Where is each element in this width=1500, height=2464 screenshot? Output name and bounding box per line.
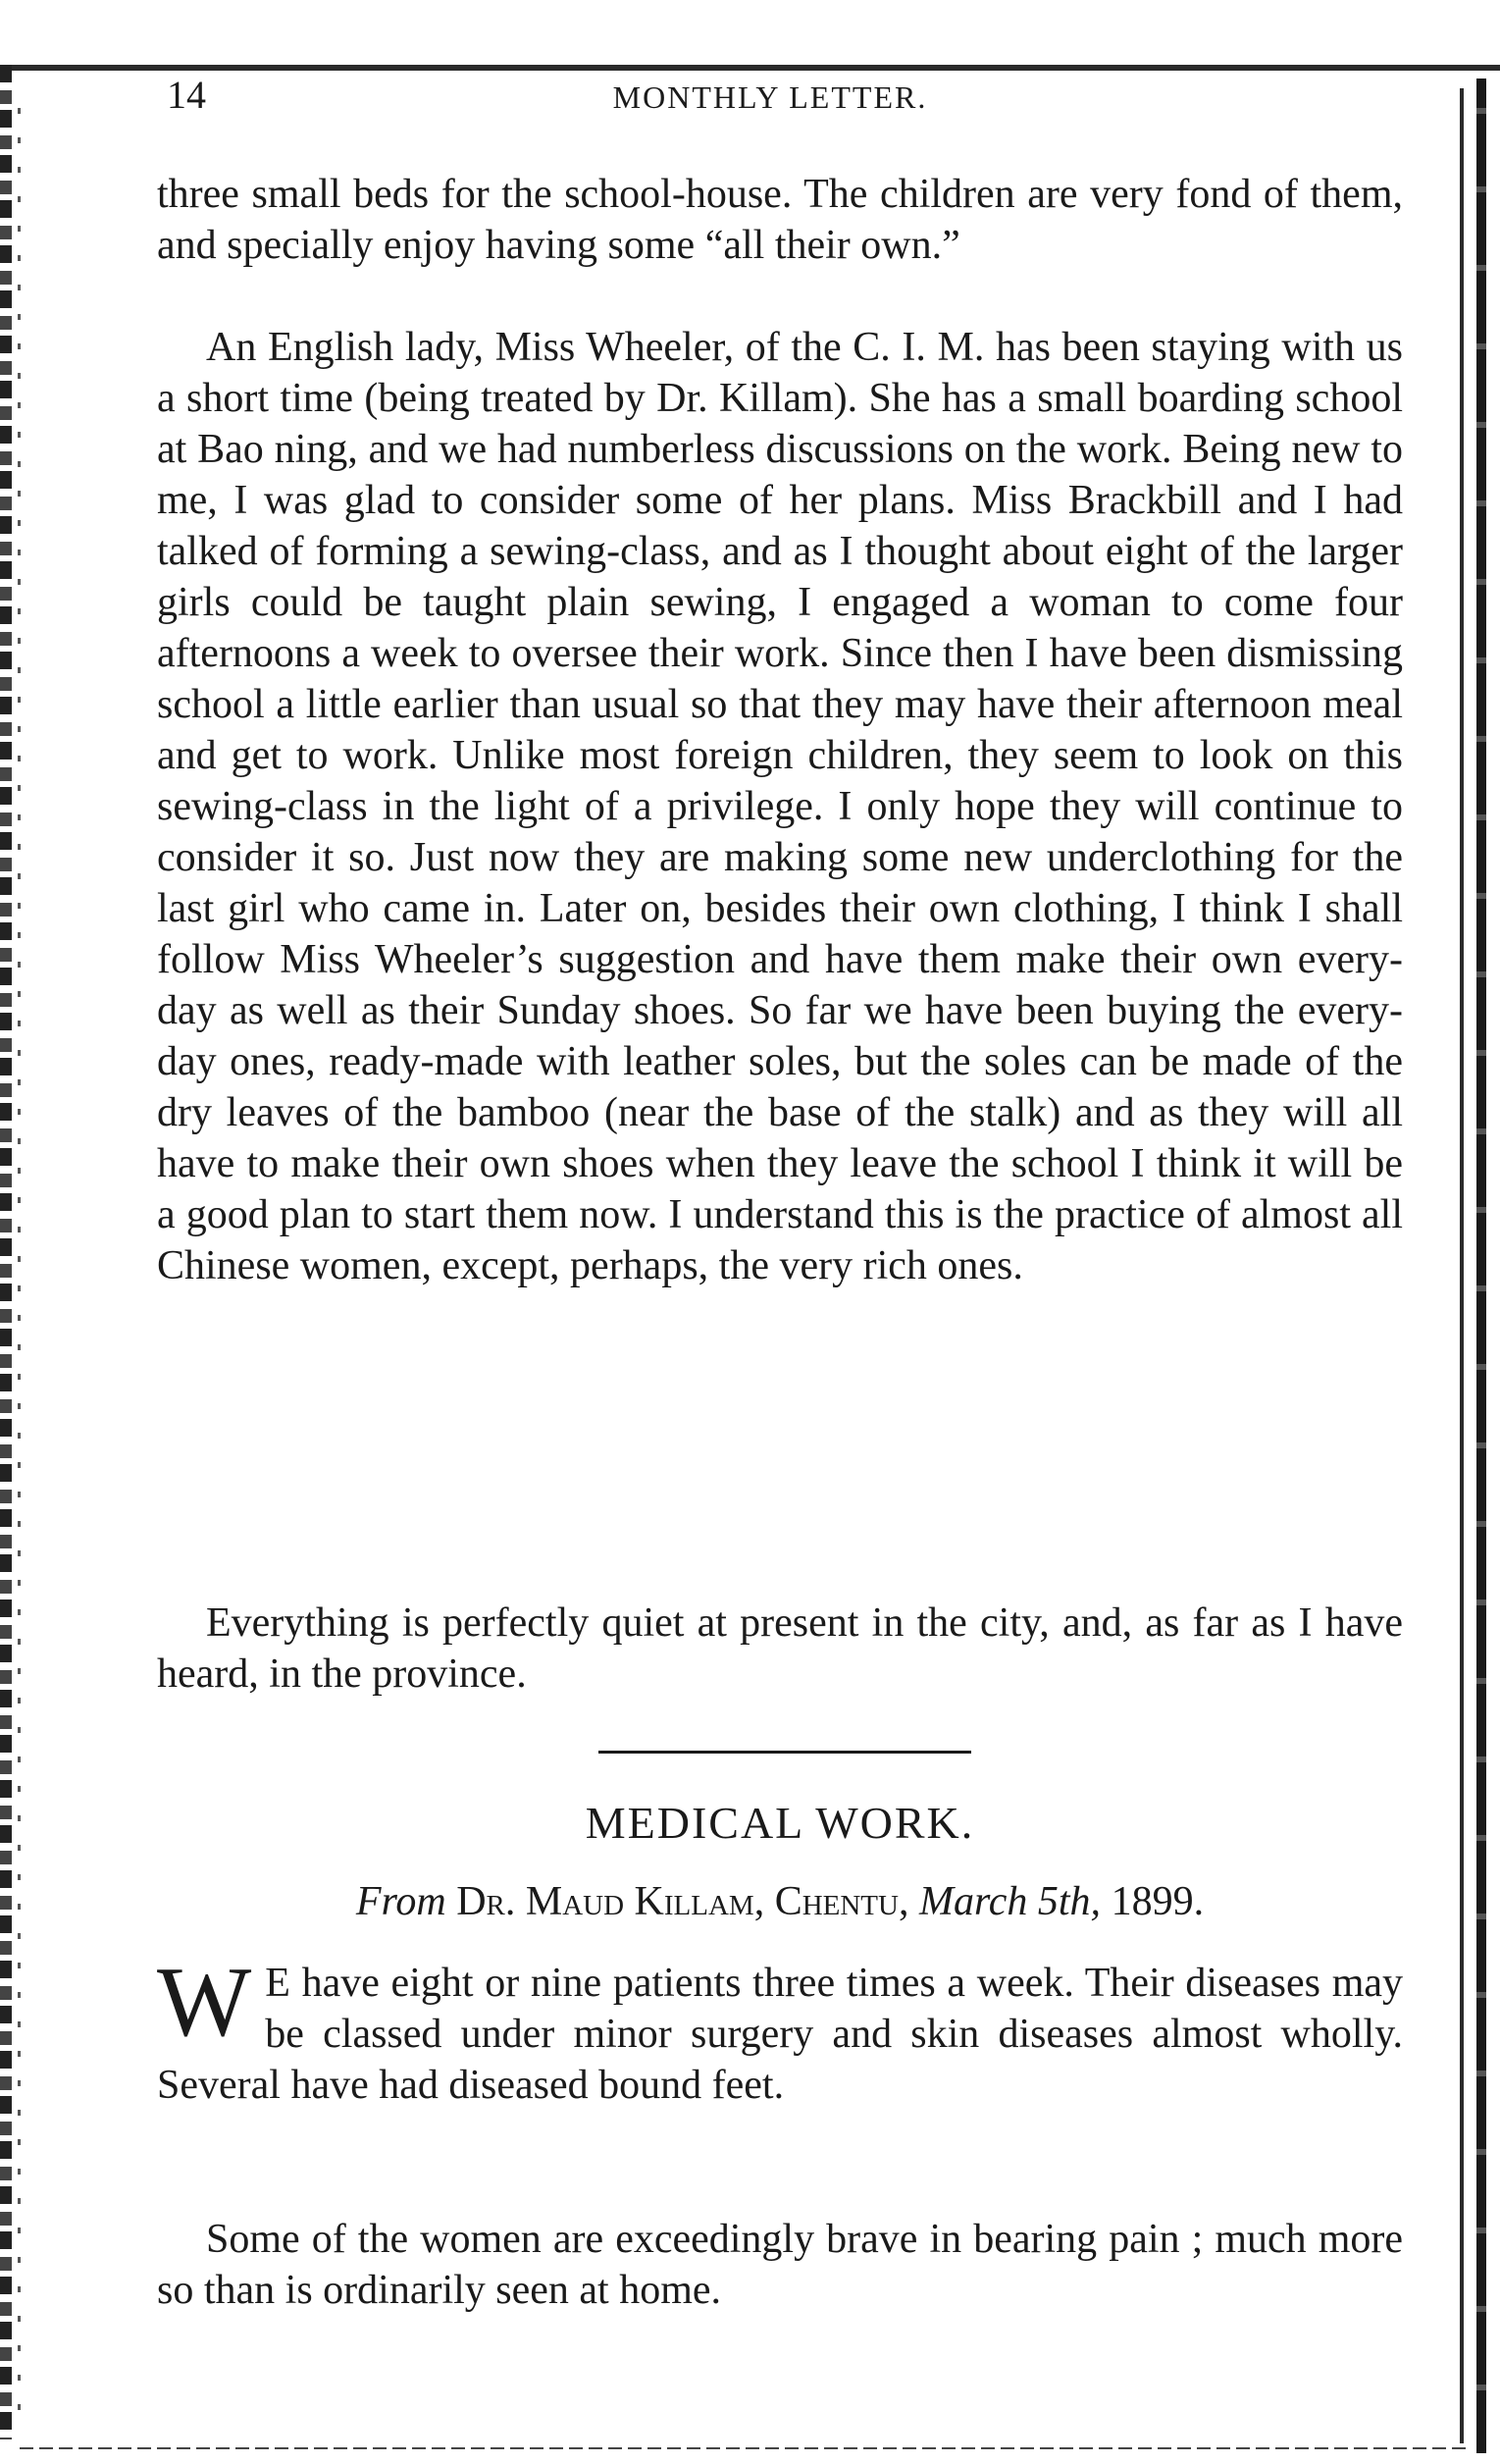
paragraph-school-beds: three small beds for the school-house. The children are very fond of them, and specially enjoy having some “all their own.” [157, 172, 1403, 268]
drop-cap: W [157, 1947, 252, 2058]
page-header [157, 71, 1383, 120]
left-scan-edge [0, 65, 12, 2439]
paragraph-lead: E [265, 1961, 290, 2006]
left-scan-marks [18, 108, 21, 2414]
right-border-line [1460, 88, 1464, 2443]
byline-from: From [355, 1879, 446, 1924]
byline-date: March 5th, [918, 1879, 1102, 1924]
paragraph-quiet-city: Everything is perfectly quiet at present in the city, and, as far as I have heard, in the province. [157, 1600, 1403, 1697]
paragraph-brave-women: Some of the women are exceedingly brave in bearing pain ; much more so than is ordinarily seen at home. [157, 2217, 1403, 2313]
paragraph-patients [157, 1947, 1403, 2111]
right-scan-edge [1476, 79, 1486, 2453]
paragraph-miss-wheeler: An English lady, Miss Wheeler, of the C. I. M. has been staying with us a short time (being treated by Dr. Killam). She has a small boarding school at Bao ning, and we had numberless discussions on the work. Being new to me, I was glad to consider some of her plans. Miss Brackbill and I had talked of forming a sewing-class, and as I thought about eight of the larger girls could be taught plain sewing, I engaged a woman to come four afternoons a week to oversee their work. Since then I have been dismissing school a little earlier than usual so that they may have their afternoon meal and get to work. Unlike most foreign children, they seem to look on this sewing-class in the light of a privilege. I only hope they will continue to consider it so. Just now they are making some new underclothing for the last girl who came in. Later on, besides their own clothing, I think I shall follow Miss Wheeler’s suggestion and have them make their own every-day as well as their Sunday shoes. So far we have been buying the every-day ones, ready-made with leather soles, but the soles can be made of the dry leaves of the bamboo (near the base of the stalk) and as they will all have to make their own shoes when they leave the school I think it will be a good plan to start them now. I understand this is the practice of almost all Chinese women, except, perhaps, the very rich ones. [157, 325, 1403, 1288]
paragraph-patients-text: have eight or nine patients three times a week. Their diseases may be classed under minor surgery and skin diseases almost wholly. Several have had diseased bound feet. [157, 1961, 1403, 2108]
running-title: MONTHLY LETTER. [612, 79, 928, 115]
section-title: MEDICAL WORK. [585, 1798, 975, 1848]
bottom-scan-edge [20, 2447, 1472, 2449]
byline-author: Dr. Maud Killam, Chentu, [456, 1879, 909, 1924]
section-separator [598, 1751, 971, 1754]
section-byline [157, 1874, 1403, 1929]
byline-year: 1899. [1111, 1879, 1205, 1924]
page-number: 14 [167, 73, 206, 117]
